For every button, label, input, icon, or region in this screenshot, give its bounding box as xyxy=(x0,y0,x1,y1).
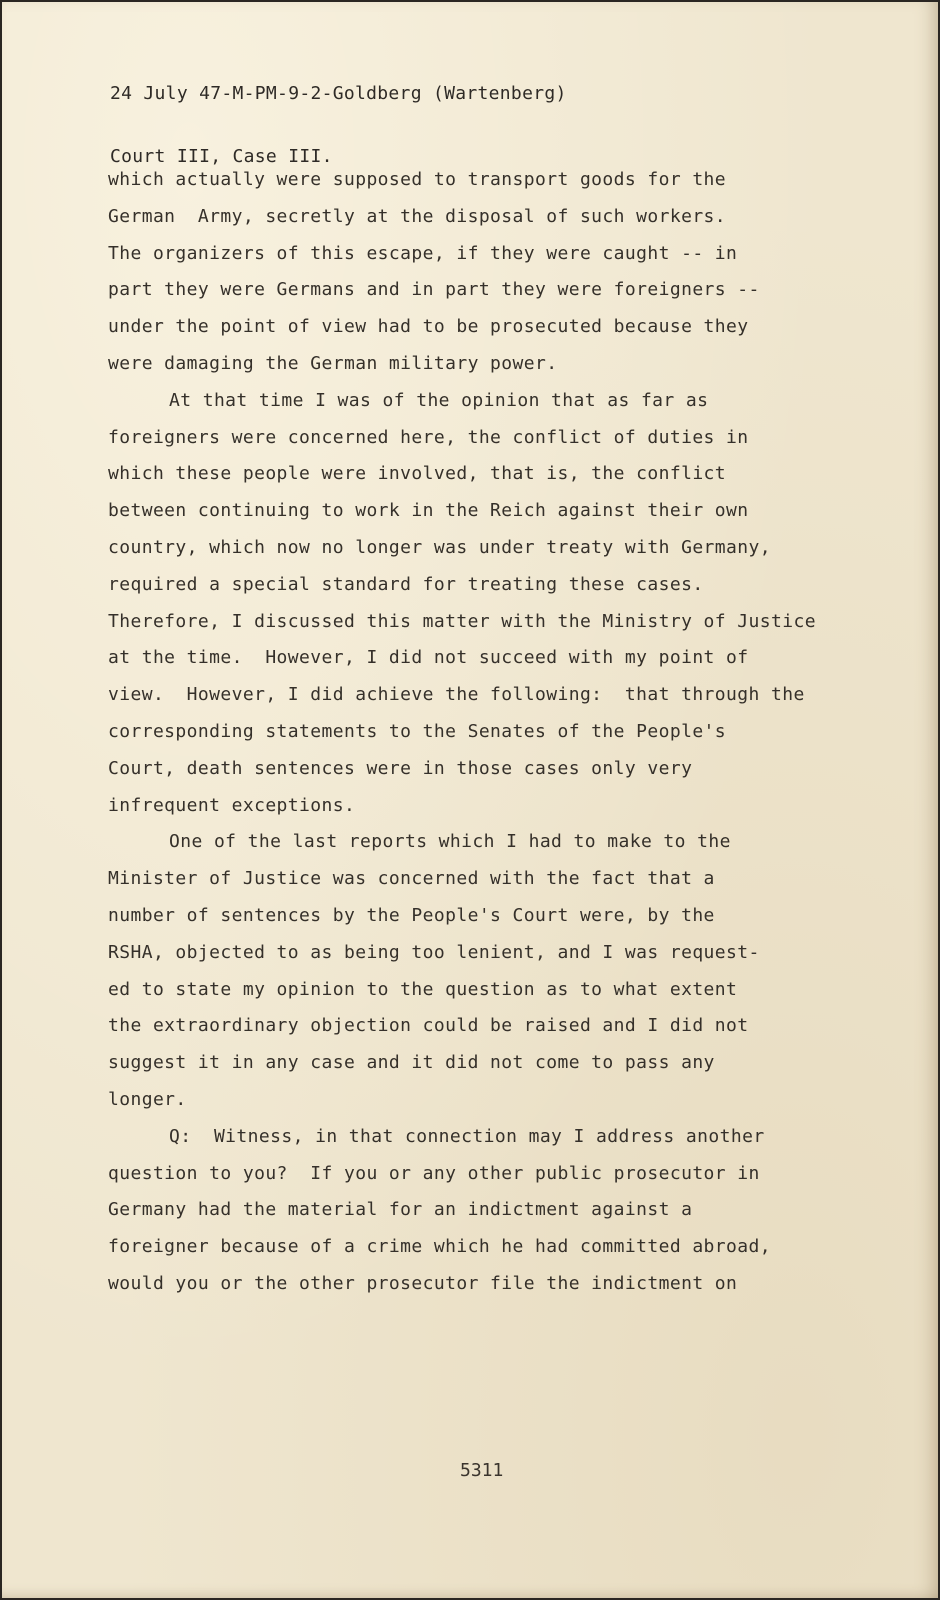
text-line: part they were Germans and in part they were foreigners -- xyxy=(108,279,760,301)
text-line: At that time I was of the opinion that as far as xyxy=(169,389,709,411)
text-line: at the time. However, I did not succeed with my point of xyxy=(108,647,749,669)
text-line: required a special standard for treating these cases. xyxy=(108,573,704,595)
text-line: longer. xyxy=(108,1088,187,1110)
text-line: country, which now no longer was under treaty with Germany, xyxy=(108,536,771,558)
text-line: Court, death sentences were in those cases only very xyxy=(108,757,693,779)
header-line-2: Court III, Case III. xyxy=(110,146,333,167)
text-line: Minister of Justice was concerned with the fact that a xyxy=(108,868,715,890)
text-line: Germany had the material for an indictment against a xyxy=(108,1199,693,1221)
text-line: Therefore, I discussed this matter with the Ministry of Justice xyxy=(108,610,816,632)
text-line: the extraordinary objection could be raised and I did not xyxy=(108,1015,749,1037)
text-line: under the point of view had to be prosecuted because they xyxy=(108,316,749,338)
text-line: number of sentences by the People's Court were, by the xyxy=(108,904,715,926)
text-line: infrequent exceptions. xyxy=(108,794,356,816)
transcript-body xyxy=(108,162,908,1303)
text-line: One of the last reports which I had to make to the xyxy=(169,831,731,853)
text-line: German Army, secretly at the disposal of such workers. xyxy=(108,205,727,227)
document-page xyxy=(2,2,938,1598)
text-line: Q: Witness, in that connection may I address another xyxy=(169,1125,765,1147)
text-line: between continuing to work in the Reich against their own xyxy=(108,500,749,522)
text-line: ed to state my opinion to the question as to what extent xyxy=(108,978,738,1000)
text-line: were damaging the German military power. xyxy=(108,352,558,374)
text-line: The organizers of this escape, if they were caught -- in xyxy=(108,242,738,264)
text-line: which actually were supposed to transport goods for the xyxy=(108,169,727,190)
text-line: foreigner because of a crime which he had committed abroad, xyxy=(108,1236,771,1258)
text-line: question to you? If you or any other public prosecutor in xyxy=(108,1162,760,1184)
text-line: RSHA, objected to as being too lenient, and I was request- xyxy=(108,941,760,963)
text-line: would you or the other prosecutor file the indictment on xyxy=(108,1272,738,1294)
text-line: view. However, I did achieve the following: that through the xyxy=(108,684,805,706)
text-line: which these people were involved, that is, the conflict xyxy=(108,463,727,485)
text-line: suggest it in any case and it did not come to pass any xyxy=(108,1052,715,1074)
text-line: corresponding statements to the Senates of the People's xyxy=(108,720,727,742)
page-number: 5311 xyxy=(460,1460,504,1481)
header-line-1: 24 July 47-M-PM-9-2-Goldberg (Wartenberg) xyxy=(110,83,567,104)
text-line: foreigners were concerned here, the conflict of duties in xyxy=(108,426,749,448)
